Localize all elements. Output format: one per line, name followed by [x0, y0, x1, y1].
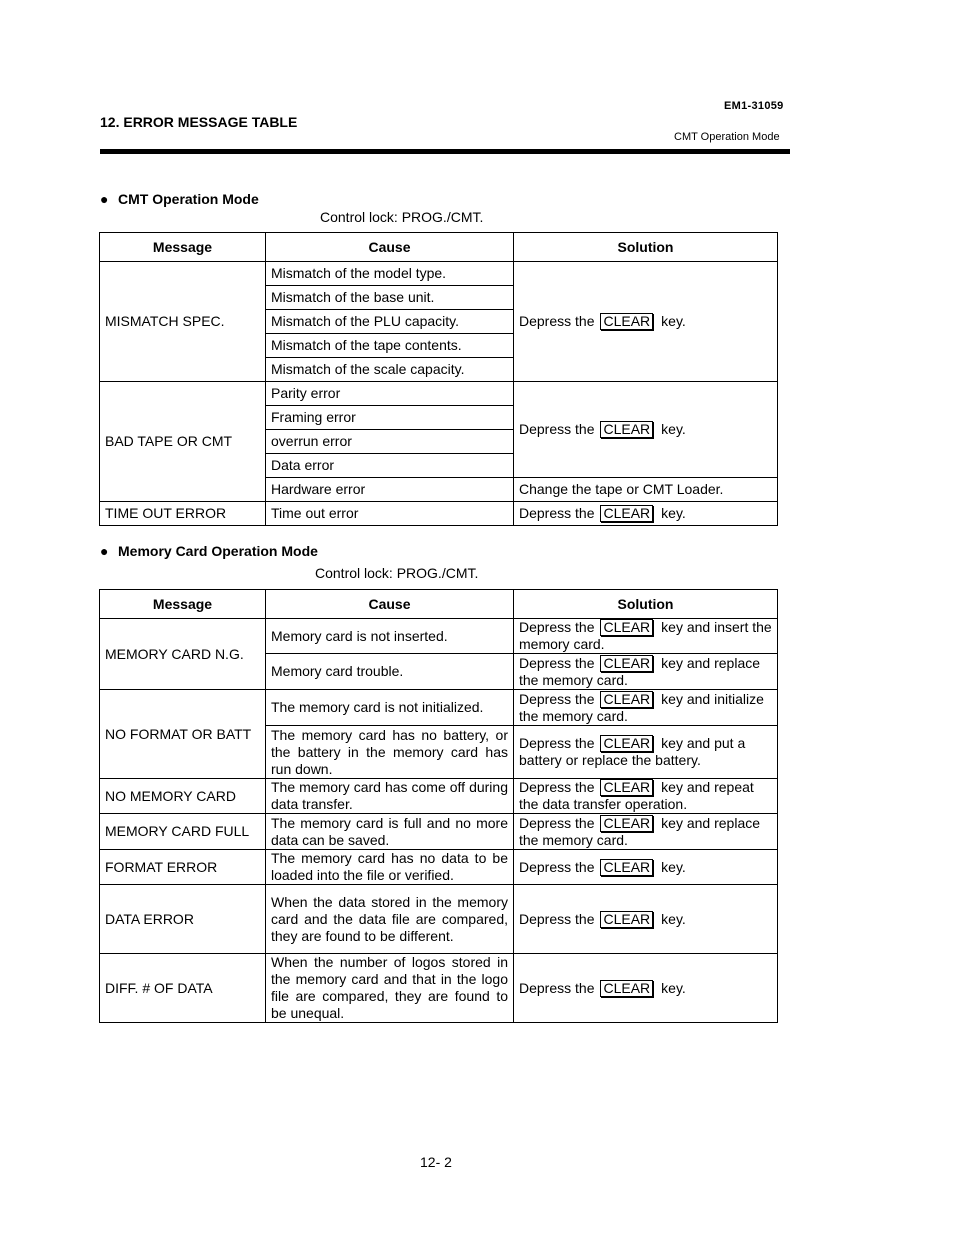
solution-text: key. — [661, 421, 686, 437]
solution-text: key. — [661, 505, 686, 521]
solution-text: key. — [661, 910, 686, 927]
message-cell: MISMATCH SPEC. — [100, 262, 266, 382]
table-row — [100, 502, 778, 526]
table-row — [100, 619, 778, 654]
solution-cell — [514, 726, 778, 779]
solution-cell — [514, 885, 778, 954]
solution-text: Depress the — [519, 910, 595, 927]
table-row — [100, 779, 778, 814]
cause-cell: Mismatch of the model type. — [266, 262, 514, 286]
table-row — [100, 814, 778, 850]
solution-cell — [514, 654, 778, 690]
message-cell: DATA ERROR — [100, 885, 266, 954]
clear-key-icon: CLEAR — [600, 779, 653, 796]
cause-cell: Hardware error — [266, 478, 514, 502]
column-header: Solution — [514, 233, 778, 262]
solution-text: Depress the — [519, 690, 595, 707]
column-header: Cause — [266, 590, 514, 619]
table-row — [100, 954, 778, 1023]
cmt-section-title: CMT Operation Mode — [118, 191, 259, 207]
cause-cell: Framing error — [266, 406, 514, 430]
cause-cell: When the number of logos stored in the memory card and that in the logo file are compared, they are found to be unequal. — [266, 954, 514, 1023]
solution-cell — [514, 502, 778, 526]
table-row — [100, 382, 778, 406]
solution-text: Depress the — [519, 779, 595, 795]
solution-cell — [514, 954, 778, 1023]
cause-cell: Mismatch of the PLU capacity. — [266, 310, 514, 334]
solution-text: key and put a battery or replace the battery. — [519, 735, 746, 768]
clear-key-icon: CLEAR — [600, 911, 653, 928]
header-subtitle: CMT Operation Mode — [674, 131, 780, 143]
clear-key-icon: CLEAR — [600, 619, 653, 636]
cause-cell: Memory card is not inserted. — [266, 619, 514, 654]
solution-text: key and repeat the data transfer operation. — [519, 779, 754, 812]
message-cell: FORMAT ERROR — [100, 850, 266, 885]
table-row — [100, 850, 778, 885]
clear-key-icon: CLEAR — [600, 735, 653, 752]
message-cell: DIFF. # OF DATA — [100, 954, 266, 1023]
bullet-icon: ● — [100, 543, 109, 559]
clear-key-icon: CLEAR — [600, 655, 653, 672]
cause-cell: When the data stored in the memory card and the data file are compared, they are found to be different. — [266, 885, 514, 954]
solution-text: key and replace the memory card. — [519, 654, 761, 688]
cause-cell: Time out error — [266, 502, 514, 526]
solution-text: Depress the — [519, 313, 595, 329]
clear-key-icon: CLEAR — [600, 815, 653, 832]
clear-key-icon: CLEAR — [600, 980, 653, 997]
solution-text: key and insert the memory card. — [519, 619, 772, 652]
solution-cell — [514, 690, 778, 726]
document-id: EM1-31059 — [724, 100, 784, 112]
column-header: Solution — [514, 590, 778, 619]
cause-cell: Mismatch of the tape contents. — [266, 334, 514, 358]
table-row — [100, 690, 778, 726]
solution-text: Depress the — [519, 979, 595, 996]
clear-key-icon: CLEAR — [600, 505, 653, 522]
message-cell: NO FORMAT OR BATT — [100, 690, 266, 779]
bullet-icon: ● — [100, 191, 109, 207]
solution-cell — [514, 619, 778, 654]
message-cell: MEMORY CARD N.G. — [100, 619, 266, 690]
column-header: Message — [100, 590, 266, 619]
clear-key-icon: CLEAR — [600, 421, 653, 438]
header-rule — [100, 149, 790, 154]
memory-control-lock: Control lock: PROG./CMT. — [315, 565, 479, 581]
section-title: 12. ERROR MESSAGE TABLE — [100, 114, 298, 130]
cause-cell: overrun error — [266, 430, 514, 454]
solution-text: key. — [661, 979, 686, 996]
solution-cell: Change the tape or CMT Loader. — [514, 478, 778, 502]
message-cell: BAD TAPE OR CMT — [100, 382, 266, 502]
table-row — [100, 885, 778, 954]
page-number: 12- 2 — [420, 1154, 452, 1170]
solution-cell — [514, 262, 778, 382]
table-row — [100, 262, 778, 286]
table-header-row — [100, 590, 778, 619]
column-header: Cause — [266, 233, 514, 262]
solution-text: Depress the — [519, 735, 595, 751]
solution-text: Depress the — [519, 421, 595, 437]
cause-cell: Mismatch of the base unit. — [266, 286, 514, 310]
cmt-control-lock: Control lock: PROG./CMT. — [320, 209, 484, 225]
cause-cell: Memory card trouble. — [266, 654, 514, 690]
cause-cell: Parity error — [266, 382, 514, 406]
solution-text: Depress the — [519, 505, 595, 521]
solution-text: Depress the — [519, 619, 595, 635]
cause-cell: The memory card has come off during data transfer. — [266, 779, 514, 814]
message-cell: MEMORY CARD FULL — [100, 814, 266, 850]
solution-cell — [514, 850, 778, 885]
message-cell: TIME OUT ERROR — [100, 502, 266, 526]
column-header: Message — [100, 233, 266, 262]
solution-text: key. — [661, 313, 686, 329]
cause-cell: Mismatch of the scale capacity. — [266, 358, 514, 382]
memory-card-error-table — [99, 589, 778, 1023]
cause-cell: The memory card is full and no more data can be saved. — [266, 814, 514, 850]
cmt-section-heading — [100, 191, 259, 207]
solution-cell — [514, 382, 778, 478]
clear-key-icon: CLEAR — [600, 313, 653, 330]
solution-text: key and replace the memory card. — [519, 814, 761, 848]
cause-cell: The memory card has no battery, or the battery in the memory card has run down. — [266, 726, 514, 779]
cause-cell: The memory card is not initialized. — [266, 690, 514, 726]
table-header-row — [100, 233, 778, 262]
solution-text: Depress the — [519, 814, 595, 831]
solution-text: Depress the — [519, 858, 595, 875]
solution-text: key. — [661, 858, 686, 875]
cause-cell: Data error — [266, 454, 514, 478]
solution-text: key and initialize the memory card. — [519, 690, 764, 724]
clear-key-icon: CLEAR — [600, 691, 653, 708]
clear-key-icon: CLEAR — [600, 859, 653, 876]
memory-section-title: Memory Card Operation Mode — [118, 543, 318, 559]
solution-cell — [514, 814, 778, 850]
cause-cell: The memory card has no data to be loaded into the file or verified. — [266, 850, 514, 885]
solution-text: Depress the — [519, 654, 595, 671]
memory-section-heading — [100, 543, 318, 559]
solution-cell — [514, 779, 778, 814]
cmt-error-table — [99, 232, 778, 526]
message-cell: NO MEMORY CARD — [100, 779, 266, 814]
